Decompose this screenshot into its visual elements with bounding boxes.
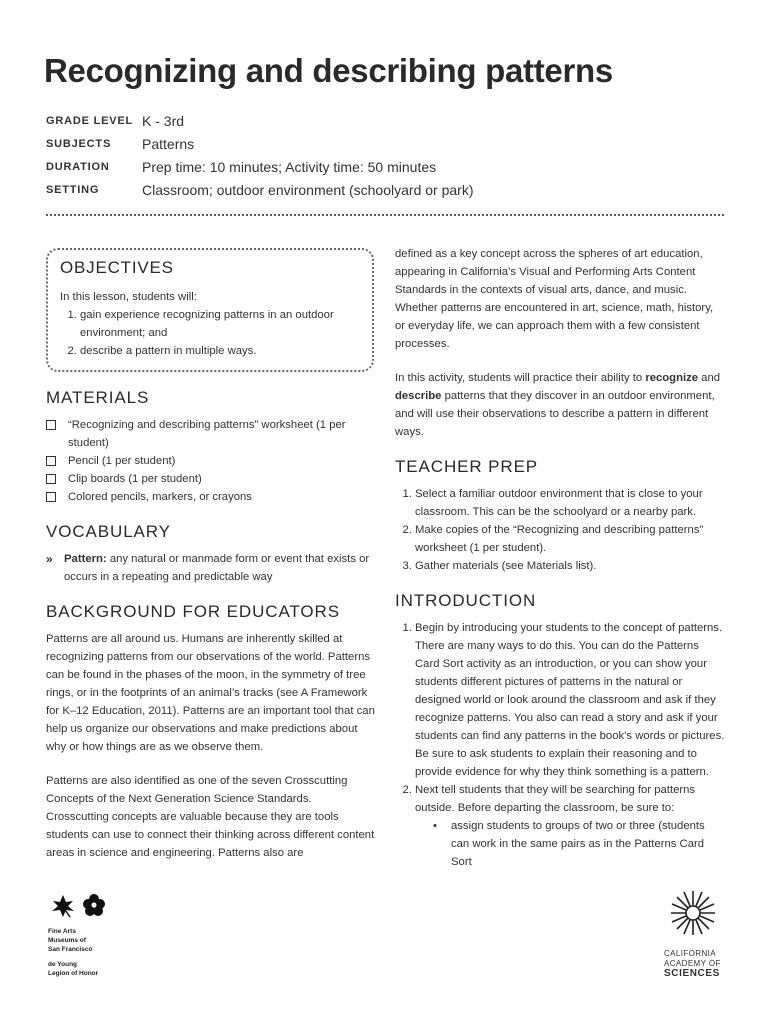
teacher-prep-item: 3. Gather materials (see Materials list). [415,557,725,575]
vocabulary-term: Pattern: [64,553,107,565]
meta-row-setting [46,178,473,201]
vocabulary-definition: any natural or manmade form or event that exists or occurs in a repeating and predictable way [64,553,370,583]
background-heading: BACKGROUND FOR EDUCATORS [46,602,340,621]
meta-key: DURATION [46,160,110,173]
fine-arts-museums-logo [48,893,128,978]
materials-item [46,488,376,506]
vocabulary-item [46,550,376,586]
introduction-item: 1. Begin by introducing your students to the concept of patterns. There are many ways to do this. You can do the Patterns Card Sort activity as an introduction, or you can show your students different pictures of patterns in the natural or designed world or look around the classroom and ask if they recognize patterns. You also can read a story and ask if your students can find any patterns in the book’s words or pictures. Be sure to ask students to explain their reasoning and to provide evidence for why they think something is a pattern. [415,619,725,781]
section-divider [46,214,724,216]
meta-key: GRADE LEVEL [46,114,134,127]
fam-line: Legion of Honor [48,970,99,977]
cas-logo-text [664,949,734,979]
fam-line: Fine Arts [48,928,76,935]
cas-line: ACADEMY OF [664,959,721,968]
objectives-box [46,248,374,372]
background-paragraph-3: defined as a key concept across the spheres of art education, appearing in California’s Visual and Performing Arts Content Standards in the contexts of visual arts, dance, and music. Whether patterns are encountered in art, science, math, history, or everyday life, we can approach them with a few consistent processes. [395,248,714,350]
introduction-sub-item [433,817,725,871]
flower-icon [82,893,106,917]
fam-line: San Francisco [48,946,93,953]
background-paragraph-2: Patterns are also identified as one of the seven Crosscutting Concepts of the Next Generation Science Standards. Crosscutting concepts are valuable because they are tools students can use to connect their thinking across different content areas in science and engineering. Patterns also are [46,775,375,859]
meta-row-grade [46,109,473,132]
introduction-sub-list [415,817,725,871]
introduction-item-text: Next tell students that they will be searching for patterns outside. Before departing the classroom, be sure to: [415,784,696,814]
text-run: and [698,372,721,384]
lesson-meta [46,109,473,201]
materials-item [46,470,376,488]
background-paragraph-1: Patterns are all around us. Humans are inherently skilled at recognizing patterns from our observations of the world. Patterns can be found in the phases of the moon, in the symmetry of tree rings, or in the footprints of an animal’s tracks (see A Framework for K–12 Education, 2011). Patterns are an important tool that can help us organize our observations and make predictions about why or how things are as we observe them. [46,633,375,753]
meta-value: K - 3rd [142,112,185,129]
introduction-list [395,619,725,871]
starburst-icon [668,888,718,938]
keyword-describe: describe [395,390,442,402]
double-chevron-icon: » [46,552,53,566]
cas-line-sciences: SCIENCES [664,968,720,979]
meta-value: Classroom; outdoor environment (schoolyard or park) [142,181,474,198]
text-run: In this activity, students will practice their ability to [395,372,646,384]
vocabulary-heading: VOCABULARY [46,522,171,541]
objective-item: 1. gain experience recognizing patterns in an outdoor environment; and [80,306,360,342]
materials-item [46,416,376,452]
bullet-icon: • [433,820,437,832]
teacher-prep-list [395,485,725,575]
checkbox-icon [46,492,56,502]
california-academy-of-sciences-logo [664,888,734,979]
materials-heading: MATERIALS [46,388,150,407]
text-run: patterns that they discover in an outdoor environment, and will use their observations to describe a pattern in different ways. [395,390,715,438]
teacher-prep-item: 1. Select a familiar outdoor environment that is close to your classroom. This can be the schoolyard or a nearby park. [415,485,725,521]
objectives-list [60,306,360,360]
meta-key: SUBJECTS [46,137,112,150]
right-column [395,245,725,871]
meta-row-subjects [46,132,473,155]
fam-logo-marks [50,893,128,919]
introduction-heading: INTRODUCTION [395,591,537,610]
teacher-prep-heading: TEACHER PREP [395,457,539,476]
meta-value: Patterns [142,135,195,152]
fam-line: Museums of [48,937,86,944]
leaf-icon [50,893,76,919]
fam-line: de Young [48,961,78,968]
fam-logo-text [48,927,128,978]
keyword-recognize: recognize [645,372,699,384]
checkbox-icon [46,456,56,466]
introduction-item [415,781,725,871]
materials-item-text: Colored pencils, markers, or crayons [68,491,252,503]
introduction-sub-item-text: assign students to groups of two or three (students can work in the same pairs as in the Patterns Card Sort [451,820,705,868]
objective-item: 2. describe a pattern in multiple ways. [80,342,360,360]
meta-row-duration [46,155,473,178]
materials-item [46,452,376,470]
materials-list [46,416,376,506]
materials-item-text: Pencil (1 per student) [68,455,176,467]
objectives-heading: OBJECTIVES [60,258,174,277]
cas-line: CALIFORNIA [664,949,717,958]
checkbox-icon [46,474,56,484]
checkbox-icon [46,420,56,430]
objectives-intro: In this lesson, students will: [60,291,197,303]
materials-item-text: “Recognizing and describing patterns” worksheet (1 per student) [68,419,346,449]
left-column [46,248,376,878]
background-paragraph-4 [395,369,725,441]
teacher-prep-item: 2. Make copies of the “Recognizing and describing patterns” worksheet (1 per student). [415,521,725,557]
page-title: Recognizing and describing patterns [44,52,613,89]
meta-value: Prep time: 10 minutes; Activity time: 50 minutes [142,158,437,175]
materials-item-text: Clip boards (1 per student) [68,473,202,485]
meta-key: SETTING [46,183,100,196]
